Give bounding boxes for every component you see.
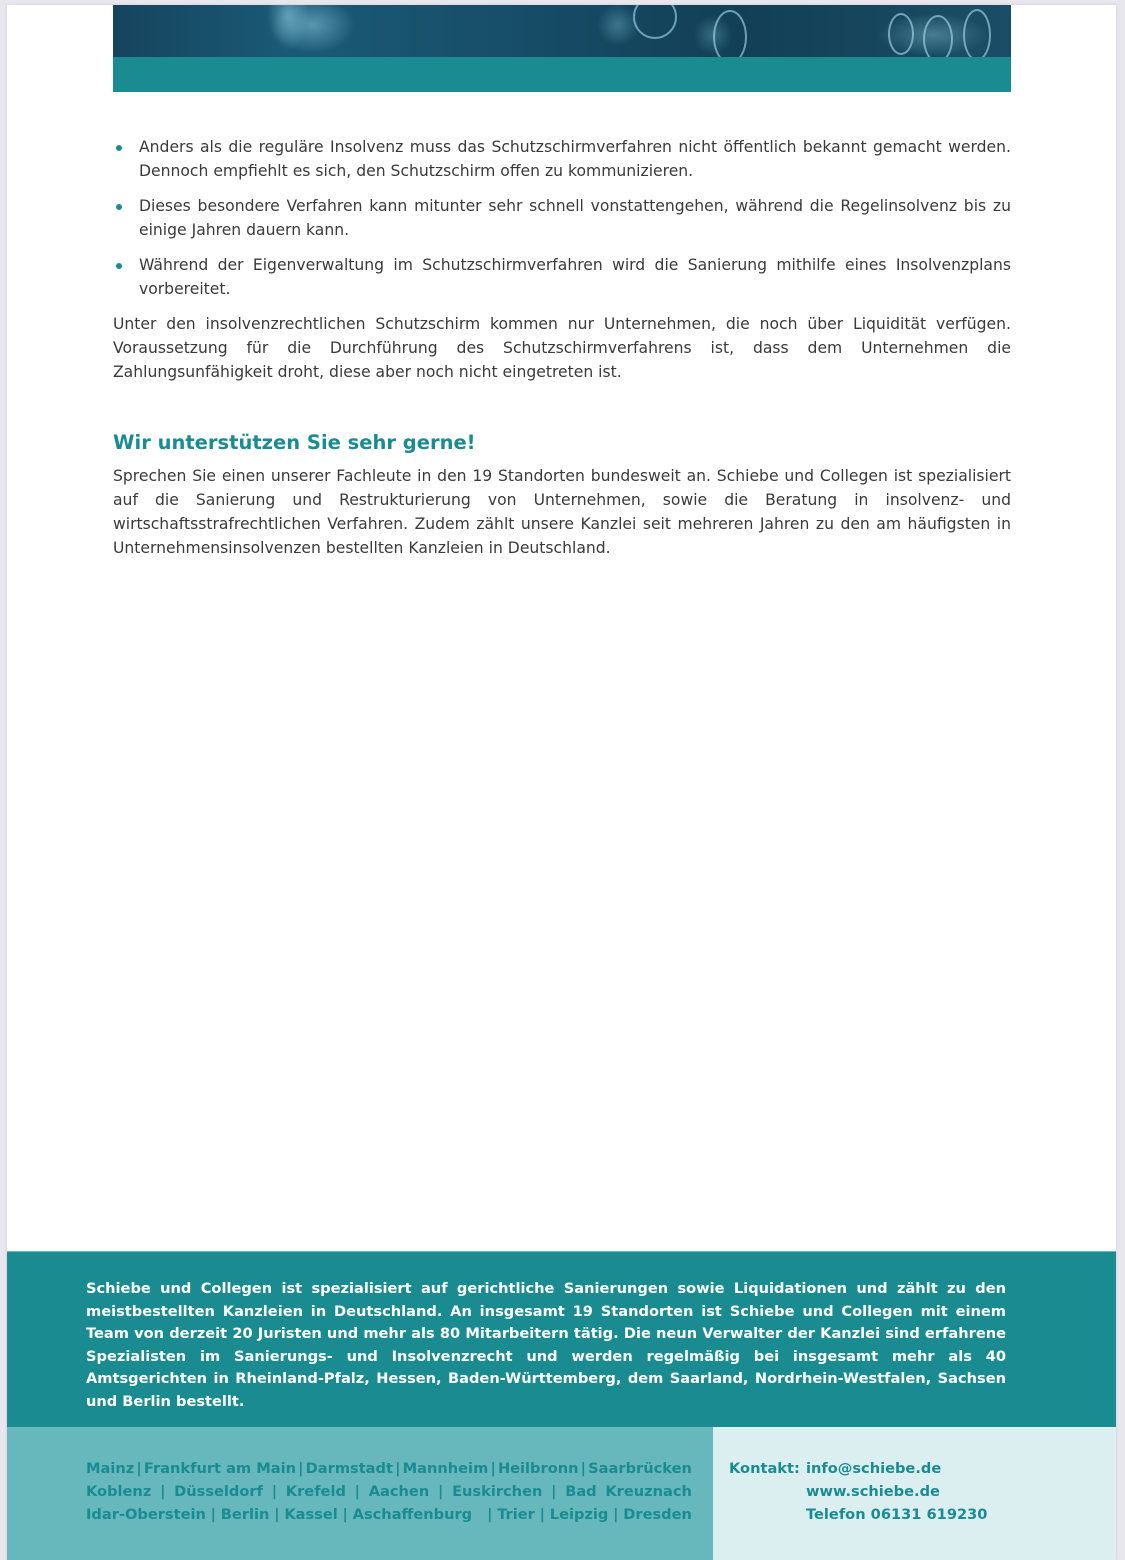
location-item: Leipzig <box>549 1506 609 1523</box>
location-line <box>86 1457 692 1480</box>
bullet-icon <box>116 145 122 151</box>
virus-illustration-icon <box>923 15 953 63</box>
separator: | <box>342 1506 348 1523</box>
bullet-item <box>113 194 1011 242</box>
header-teal-bar <box>113 57 1011 92</box>
virus-illustration-icon <box>633 5 677 39</box>
location-item: Frankfurt am Main <box>143 1460 296 1477</box>
location-item: Aachen <box>368 1483 430 1500</box>
separator: | <box>395 1460 401 1477</box>
contact-email-link[interactable]: info@schiebe.de <box>806 1460 942 1477</box>
location-item: Kassel <box>284 1506 338 1523</box>
footer-contact-panel <box>713 1427 1116 1560</box>
separator: | <box>160 1483 166 1500</box>
header-banner-image <box>113 5 1011 57</box>
location-item: Euskirchen <box>452 1483 543 1500</box>
separator: | <box>274 1506 280 1523</box>
section-heading: Wir unterstützen Sie sehr gerne! <box>113 431 476 454</box>
location-item: Kreuznach <box>605 1483 692 1500</box>
virus-illustration-icon <box>963 9 991 61</box>
location-item: Aschaffenburg <box>352 1506 483 1523</box>
virus-illustration-icon <box>888 13 914 55</box>
location-item: Mannheim <box>402 1460 489 1477</box>
location-line <box>86 1480 692 1503</box>
separator: | <box>354 1483 360 1500</box>
location-line <box>86 1503 692 1526</box>
contact-block <box>729 1457 987 1526</box>
separator: | <box>210 1506 217 1523</box>
separator: | <box>490 1460 496 1477</box>
location-item: Bad <box>565 1483 597 1500</box>
separator: | <box>613 1506 619 1523</box>
bullet-item <box>113 253 1011 301</box>
separator: | <box>271 1483 278 1500</box>
separator: | <box>580 1460 587 1477</box>
location-item: Mainz <box>86 1460 135 1477</box>
location-item: Idar-Oberstein <box>86 1506 206 1523</box>
footer-about-text: Schiebe und Collegen ist spezialisiert auf gerichtliche Sanierungen sowie Liquidationen und zählt zu den meistbestellten Kanzleien in Deutschland. An insgesamt 19 Standorten ist Schiebe und Collegen mit einem Team von derzeit 20 Juristen und mehr als 80 Mitarbeitern tätig. Die neun Verwalter der Kanzlei sind erfahrene Spezialisten im Sanierungs- und Insolvenzrecht und werden regelmäßig bei insgesamt mehr als 40 Amtsgerichten in Rheinland-Pfalz, Hessen, Baden-Württemberg, dem Saarland, Nordrhein-Westfalen, Sachsen und Berlin bestellt. <box>86 1280 1006 1410</box>
bullet-icon <box>116 204 122 210</box>
bullet-list <box>113 135 1011 301</box>
separator: | <box>136 1460 142 1477</box>
separator: | <box>298 1460 304 1477</box>
location-item: Koblenz <box>86 1483 152 1500</box>
separator: | <box>539 1506 545 1523</box>
bullet-text: Während der Eigenverwaltung im Schutzschirmverfahren wird die Sanierung mithilfe eines Insolvenzplans vorbereitet. <box>139 256 1011 298</box>
separator: | <box>487 1506 493 1523</box>
footer-locations-panel <box>7 1427 713 1560</box>
main-content <box>113 135 1011 560</box>
location-item: Düsseldorf <box>174 1483 263 1500</box>
location-item: Saarbrücken <box>588 1460 692 1477</box>
section-body: Sprechen Sie einen unserer Fachleute in den 19 Standorten bundesweit an. Schiebe und Collegen ist spezialisiert auf die Sanierung und Restrukturierung von Unternehmen, sowie die Beratung in insolvenz- und wirtschaftsstrafrechtlichen Verfahren. Zudem zählt unsere Kanzlei seit mehreren Jahren zu den am häufigsten in Unternehmensinsolvenzen bestellten Kanzleien in Deutschland. <box>113 467 1011 557</box>
contact-phone: Telefon 06131 619230 <box>806 1506 988 1523</box>
bullet-text: Anders als die reguläre Insolvenz muss das Schutzschirmverfahren nicht öffentlich bekannt gemacht werden. Dennoch empfiehlt es sich, den Schutzschirm offen zu kommunizieren. <box>139 138 1011 180</box>
location-item: Dresden <box>623 1506 692 1523</box>
location-list <box>86 1457 692 1526</box>
document-page <box>7 5 1116 1560</box>
contact-website-link[interactable]: www.schiebe.de <box>806 1483 940 1500</box>
contact-label: Kontakt: <box>729 1460 800 1477</box>
location-item: Krefeld <box>285 1483 346 1500</box>
bullet-icon <box>116 263 122 269</box>
location-item: Heilbronn <box>497 1460 579 1477</box>
virus-illustration-icon <box>713 10 747 64</box>
separator: | <box>437 1483 444 1500</box>
footer-about-band <box>7 1251 1116 1427</box>
location-item: Berlin <box>220 1506 270 1523</box>
location-item: Darmstadt <box>305 1460 393 1477</box>
eligibility-paragraph: Unter den insolvenzrechtlichen Schutzschirm kommen nur Unternehmen, die noch über Liquidität verfügen. Voraussetzung für die Durchführung des Schutzschirmverfahrens ist, dass dem Unternehmen die Zahlungsunfähigkeit droht, diese aber noch nicht eingetreten ist. <box>113 315 1011 381</box>
bullet-item <box>113 135 1011 183</box>
separator: | <box>551 1483 557 1500</box>
location-item: Trier <box>497 1506 535 1523</box>
bullet-text: Dieses besondere Verfahren kann mitunter sehr schnell vonstattengehen, während die Regelinsolvenz bis zu einige Jahren dauern kann. <box>139 197 1011 239</box>
